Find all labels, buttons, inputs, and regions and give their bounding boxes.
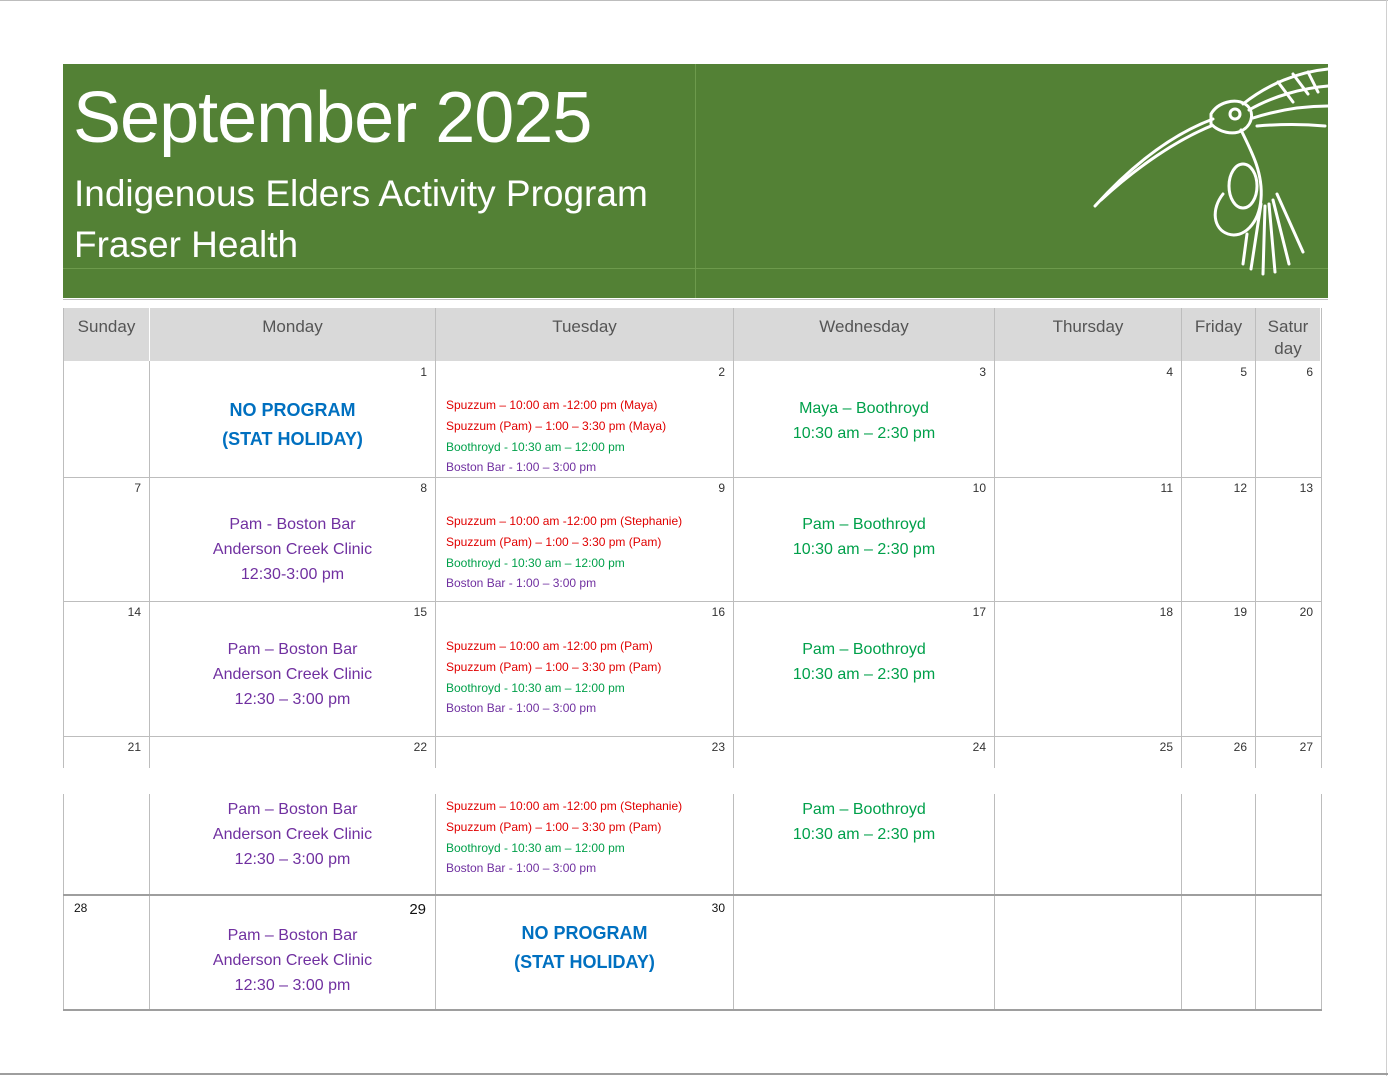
dow-thursday: Thursday (995, 308, 1182, 361)
day-cell-22-events[interactable] (150, 794, 435, 894)
day-number: 15 (413, 605, 427, 619)
day-cell-19[interactable] (1182, 602, 1255, 736)
day-number: 8 (420, 481, 427, 495)
event-item: Pam – Boston Bar (227, 927, 358, 944)
grid-line (1255, 794, 1256, 1010)
event-block (150, 797, 435, 872)
day-number: 7 (134, 481, 141, 495)
day-cell-16[interactable] (436, 602, 733, 736)
day-number: 16 (711, 605, 725, 619)
day-cell-28[interactable] (64, 896, 149, 1009)
dow-saturday: Satur day (1256, 308, 1321, 361)
event-item: Boothroyd - 10:30 am – 12:00 pm (446, 840, 625, 855)
grid-line (63, 1009, 1322, 1011)
day-number: 19 (1233, 605, 1247, 619)
day-number: 9 (718, 481, 725, 495)
day-number: 17 (972, 605, 986, 619)
event-block (150, 923, 435, 998)
event-item: Spuzzum – 10:00 am -12:00 pm (Stephanie) (446, 799, 683, 813)
event-item: Boston Bar - 1:00 – 3:00 pm (446, 460, 597, 475)
event-item: Spuzzum (Pam) – 1:00 – 3:30 pm (Pam) (446, 819, 662, 834)
event-item: Boston Bar - 1:00 – 3:00 pm (446, 576, 597, 591)
event-item: Pam – Boston Bar (227, 801, 358, 818)
event-time: 10:30 am – 2:30 pm (792, 541, 936, 558)
event-item: Boothroyd - 10:30 am – 12:00 pm (446, 439, 625, 454)
event-block (734, 797, 994, 847)
day-number: 24 (972, 740, 986, 754)
day-number: 21 (127, 740, 141, 754)
event-block (734, 512, 994, 562)
event-list (446, 796, 682, 879)
day-number: 14 (127, 605, 141, 619)
grid-line (994, 794, 995, 1010)
day-cell-24[interactable] (734, 737, 994, 768)
program-name: Indigenous Elders Activity Program (74, 173, 648, 214)
day-cell-7[interactable] (64, 478, 149, 601)
event-block (150, 637, 435, 712)
grid-line (1321, 794, 1322, 1010)
day-cell-12[interactable] (1182, 478, 1255, 601)
event-time: 12:30 – 3:00 pm (234, 691, 351, 708)
day-cell-21[interactable] (64, 737, 149, 768)
event-list (446, 636, 661, 719)
day-number: 20 (1299, 605, 1313, 619)
day-number: 3 (979, 365, 986, 379)
day-number: 29 (409, 901, 426, 918)
day-number: 25 (1159, 740, 1173, 754)
day-cell-23-events[interactable] (436, 794, 733, 894)
day-number: 11 (1160, 481, 1173, 495)
dow-friday: Friday (1182, 308, 1256, 361)
event-item: Boston Bar - 1:00 – 3:00 pm (446, 861, 597, 876)
day-number: 5 (1240, 365, 1247, 379)
event-block (734, 637, 994, 687)
day-number: 27 (1299, 740, 1313, 754)
event-item: Spuzzum – 10:00 am -12:00 pm (Pam) (446, 639, 653, 653)
day-number: 2 (718, 365, 725, 379)
dow-monday: Monday (150, 308, 436, 361)
day-number: 26 (1233, 740, 1247, 754)
day-cell-6[interactable] (1256, 362, 1321, 477)
day-cell-11[interactable] (995, 478, 1181, 601)
day-number: 13 (1299, 481, 1313, 495)
day-cell-2[interactable] (436, 362, 733, 477)
day-cell-18[interactable] (995, 602, 1181, 736)
event-time: 12:30 – 3:00 pm (234, 851, 351, 868)
event-item: Pam - Boston Bar (229, 516, 356, 533)
page-edge-bottom (0, 1073, 1388, 1075)
day-cell-22[interactable] (150, 737, 435, 768)
day-cell-3[interactable] (734, 362, 994, 477)
day-number: 10 (972, 481, 986, 495)
event-time: 10:30 am – 2:30 pm (792, 666, 936, 683)
event-item: Spuzzum (Pam) – 1:00 – 3:30 pm (Maya) (446, 418, 667, 433)
page-title: September 2025 (73, 78, 592, 158)
day-cell-15[interactable] (150, 602, 435, 736)
event-location: Anderson Creek Clinic (212, 541, 373, 558)
event-location: Anderson Creek Clinic (212, 952, 373, 969)
day-cell-13[interactable] (1256, 478, 1321, 601)
day-cell-9[interactable] (436, 478, 733, 601)
hummingbird-icon (1093, 64, 1329, 284)
event-time: 10:30 am – 2:30 pm (792, 826, 936, 843)
day-cell-14[interactable] (64, 602, 149, 736)
day-cell-27[interactable] (1256, 737, 1321, 768)
day-cell-8[interactable] (150, 478, 435, 601)
dow-tuesday: Tuesday (436, 308, 734, 361)
event-item: Boothroyd - 10:30 am – 12:00 pm (446, 680, 625, 695)
event-item: Spuzzum – 10:00 am -12:00 pm (Maya) (446, 398, 658, 412)
event-item: Boothroyd - 10:30 am – 12:00 pm (446, 555, 625, 570)
event-item: Pam – Boston Bar (227, 641, 358, 658)
day-number: 12 (1233, 481, 1247, 495)
grid-line (1181, 794, 1182, 1010)
day-cell-30[interactable] (436, 896, 733, 1009)
event-item: Pam – Boothroyd (802, 801, 926, 818)
event-list (446, 395, 666, 478)
day-number: 23 (711, 740, 725, 754)
day-cell-10[interactable] (734, 478, 994, 601)
day-number: 28 (74, 901, 88, 915)
header-separator (63, 299, 1328, 300)
event-item: Spuzzum (Pam) – 1:00 – 3:30 pm (Pam) (446, 659, 662, 674)
day-cell-4[interactable] (995, 362, 1181, 477)
day-number: 30 (711, 901, 725, 915)
day-cell-17[interactable] (734, 602, 994, 736)
event-item: Spuzzum – 10:00 am -12:00 pm (Stephanie) (446, 514, 683, 528)
day-cell-29[interactable] (150, 896, 435, 1009)
event-item: Maya – Boothroyd (799, 400, 929, 417)
event-item: Boston Bar - 1:00 – 3:00 pm (446, 701, 597, 716)
day-number: 1 (420, 365, 427, 379)
day-cell-23[interactable] (436, 737, 733, 768)
calendar-header (63, 64, 1328, 298)
event-location: Anderson Creek Clinic (212, 826, 373, 843)
holiday-label (150, 396, 435, 454)
dow-sunday: Sunday (64, 308, 150, 361)
event-list (446, 511, 682, 594)
event-time: 10:30 am – 2:30 pm (792, 425, 936, 442)
day-cell-20[interactable] (1256, 602, 1321, 736)
event-time: 12:30-3:00 pm (240, 566, 345, 583)
day-cell-1[interactable] (150, 362, 435, 477)
day-cell-26[interactable] (1182, 737, 1255, 768)
day-cell-24-events[interactable] (734, 794, 994, 894)
event-item: Pam – Boothroyd (802, 641, 926, 658)
page-edge-top (0, 0, 1388, 1)
grid-line (1321, 308, 1322, 768)
dow-wednesday: Wednesday (734, 308, 995, 361)
day-number: 4 (1166, 365, 1173, 379)
event-block (734, 396, 994, 446)
holiday-title: NO PROGRAM (521, 923, 648, 943)
page-edge-right (1386, 0, 1387, 1076)
holiday-subtitle: (STAT HOLIDAY) (514, 952, 655, 972)
event-block (150, 512, 435, 587)
day-cell-25[interactable] (995, 737, 1181, 768)
event-item: Spuzzum (Pam) – 1:00 – 3:30 pm (Pam) (446, 534, 662, 549)
holiday-label (436, 919, 733, 977)
organization-name: Fraser Health (74, 224, 299, 265)
event-time: 12:30 – 3:00 pm (234, 977, 351, 994)
day-cell-5[interactable] (1182, 362, 1255, 477)
day-number: 6 (1306, 365, 1313, 379)
event-item: Pam – Boothroyd (802, 516, 926, 533)
day-number: 18 (1159, 605, 1173, 619)
header-divider-vertical (695, 64, 696, 298)
day-number: 22 (413, 740, 427, 754)
holiday-subtitle: (STAT HOLIDAY) (222, 429, 363, 449)
holiday-title: NO PROGRAM (229, 400, 356, 420)
event-location: Anderson Creek Clinic (212, 666, 373, 683)
